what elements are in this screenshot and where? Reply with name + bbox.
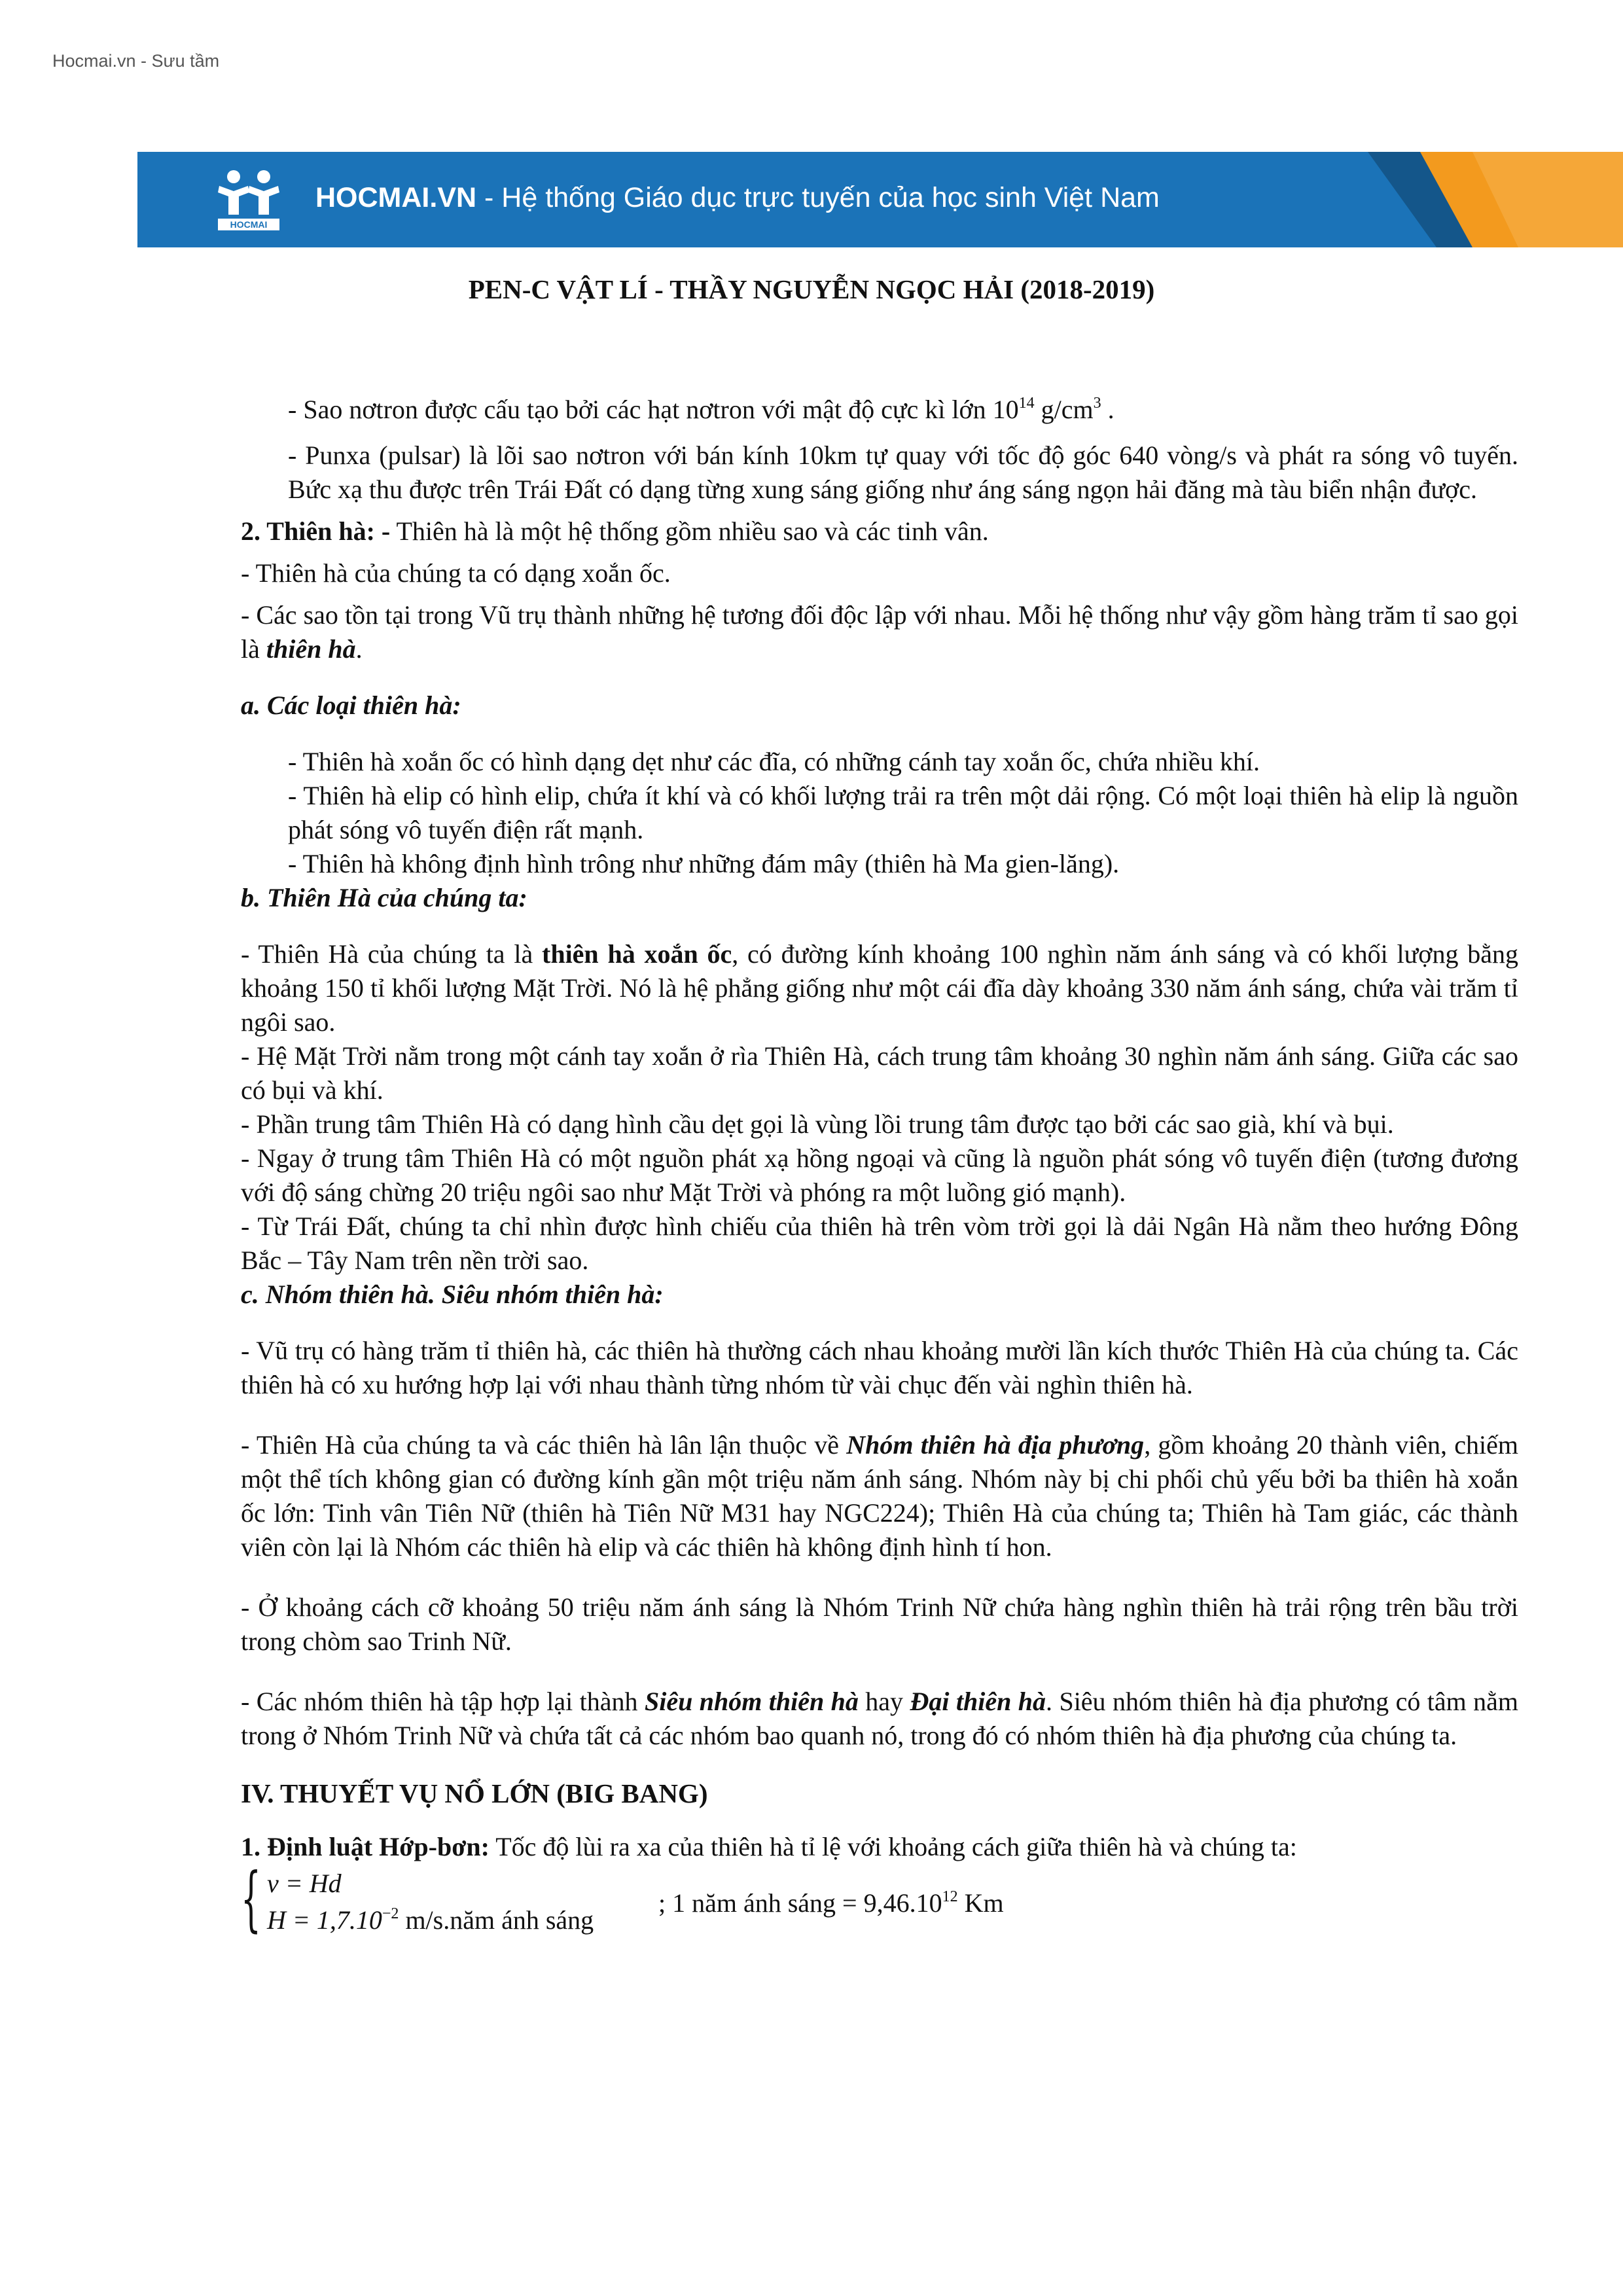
brand-name: HOCMAI.VN [315, 182, 477, 213]
watermark: Hocmai.vn - Sưu tầm [52, 51, 220, 71]
milky-way-paragraph: - Phần trung tâm Thiên Hà có dạng hình cầu dẹt gọi là vùng lồi trung tâm được tạo bởi các sao già, khí và bụi. [241, 1109, 1394, 1139]
big-bang-heading: IV. THUYẾT VỤ NỔ LỚN (BIG BANG) [241, 1778, 708, 1808]
milky-way-heading: b. Thiên Hà của chúng ta: [241, 883, 527, 912]
document-body [241, 393, 1518, 1939]
hubble-law: 1. Định luật Hớp-bơn: Tốc độ lùi ra xa của thiên hà tỉ lệ với khoảng cách giữa thiên hà và chúng ta: [241, 1832, 1297, 1861]
neutron-density: - Sao nơtron được cấu tạo bởi các hạt nơtron với mật độ cực kì lớn $10^{14}$ $g/cm^3$ . [288, 395, 1115, 424]
milky-way-paragraph: - Từ Trái Đất, chúng ta chỉ nhìn được hình chiếu của thiên hà trên vòm trời gọi là dải Ngân Hà nằm theo hướng Đông Bắc – Tây Nam trên nền trời sao. [241, 1211, 1518, 1275]
supercluster-paragraph: - Các nhóm thiên hà tập hợp lại thành Siêu nhóm thiên hà hay Đại thiên hà. Siêu nhóm thiên hà địa phương có tâm nằm trong ở Nhóm Trinh Nữ và chứa tất cả các nhóm bao quanh nó, trong đó có nhóm thiên hà địa phương của chúng ta. [241, 1687, 1519, 1750]
galaxy-definition: - Các sao tồn tại trong Vũ trụ thành những hệ tương đối độc lập với nhau. Mỗi hệ thống như vậy gồm hàng trăm tỉ sao gọi là thiên hà. [241, 600, 1518, 664]
light-year-definition: ; 1 năm ánh sáng = $9,46.10^{12}$ Km [658, 1888, 1004, 1918]
formula-line-1: v = Hd [267, 1869, 342, 1898]
svg-text:HOCMAI: HOCMAI [230, 219, 268, 230]
milky-way-paragraph: - Ngay ở trung tâm Thiên Hà có một nguồn phát xạ hồng ngoại và cũng là nguồn phát sóng vô tuyến điện (tương đương với độ sáng chừng 20 triệu ngôi sao như Mặt Trời và phóng ra một luồng gió mạnh). [241, 1143, 1518, 1207]
milky-way-paragraph: - Hệ Mặt Trời nằm trong một cánh tay xoắn ở rìa Thiên Hà, cách trung tâm khoảng 30 nghìn năm ánh sáng. Giữa các sao có bụi và khí. [241, 1041, 1518, 1105]
milky-way-paragraph: - Thiên Hà của chúng ta là thiên hà xoắn ốc, có đường kính khoảng 100 nghìn năm ánh sáng và có khối lượng bằng khoảng 150 tỉ khối lượng Mặt Trời. Nó là hệ phẳng giống như một cái đĩa dày khoảng 330 năm ánh sáng, chứa vài trăm tỉ ngôi sao. [241, 939, 1518, 1037]
pulsar-paragraph: - Punxa (pulsar) là lõi sao nơtron với bán kính 10km tự quay với tốc độ góc 640 vòng/s và phát ra sóng vô tuyến. Bức xạ thu được trên Trái Đất có dạng từng xung sáng giống như áng sáng ngọn hải đăng mà tàu biển nhận được. [288, 440, 1518, 504]
local-group-paragraph: - Thiên Hà của chúng ta và các thiên hà lân lận thuộc về Nhóm thiên hà địa phương, gồm khoảng 20 thành viên, chiếm một thể tích không gian có đường kính gần một triệu năm ánh sáng. Nhóm này bị chi phối chủ yếu bởi ba thiên hà xoắn ốc lớn: Tinh vân Tiên Nữ (thiên hà Tiên Nữ M31 hay NGC224); Thiên Hà của chúng ta; Thiên hà Tam giác, các thành viên còn lại là Nhóm các thiên hà elip và các thiên hà không định hình tí hon. [241, 1430, 1518, 1562]
galaxy-type-item: - Thiên hà elip có hình elip, chứa ít khí và có khối lượng trải ra trên một dải rộng. Có một loại thiên hà elip là nguồn phát sóng vô tuyến điện rất mạnh. [288, 781, 1518, 844]
galaxy-spiral-note: - Thiên hà của chúng ta có dạng xoắn ốc. [241, 558, 671, 588]
hocmai-logo [213, 166, 285, 234]
tagline-text: - Hệ thống Giáo dục trực tuyến của học sinh Việt Nam [476, 182, 1160, 213]
galaxy-heading: 2. Thiên hà: - Thiên hà là một hệ thống gồm nhiều sao và các tinh vân. [241, 516, 989, 546]
galaxy-groups-heading: c. Nhóm thiên hà. Siêu nhóm thiên hà: [241, 1280, 664, 1309]
galaxy-groups-paragraph: - Vũ trụ có hàng trăm tỉ thiên hà, các thiên hà thường cách nhau khoảng mười lần kích thước Thiên Hà của chúng ta. Các thiên hà có xu hướng hợp lại với nhau thành từng nhóm từ vài chục đến vài nghìn thiên hà. [241, 1336, 1518, 1399]
galaxy-type-item: - Thiên hà xoắn ốc có hình dạng dẹt như các đĩa, có những cánh tay xoắn ốc, chứa nhiều khí. [288, 747, 1260, 776]
virgo-group-paragraph: - Ở khoảng cách cỡ khoảng 50 triệu năm ánh sáng là Nhóm Trinh Nữ chứa hàng nghìn thiên hà trải rộng trên bầu trời trong chòm sao Trinh Nữ. [241, 1592, 1518, 1656]
galaxy-types-heading: a. Các loại thiên hà: [241, 691, 461, 720]
brace-symbol: { [241, 1858, 261, 1940]
document-title: PEN-C VẬT LÍ - THẦY NGUYỄN NGỌC HẢI (2018-2019) [468, 274, 1155, 304]
banner-tagline [315, 182, 1160, 214]
hubble-formula [241, 1858, 1518, 1940]
galaxy-type-item: - Thiên hà không định hình trông như những đám mây (thiên hà Ma gien-lăng). [288, 849, 1120, 878]
formula-line-2: $H = 1,7.10^{-2}$ m/s.năm ánh sáng [267, 1905, 594, 1935]
header-banner [137, 152, 1623, 247]
